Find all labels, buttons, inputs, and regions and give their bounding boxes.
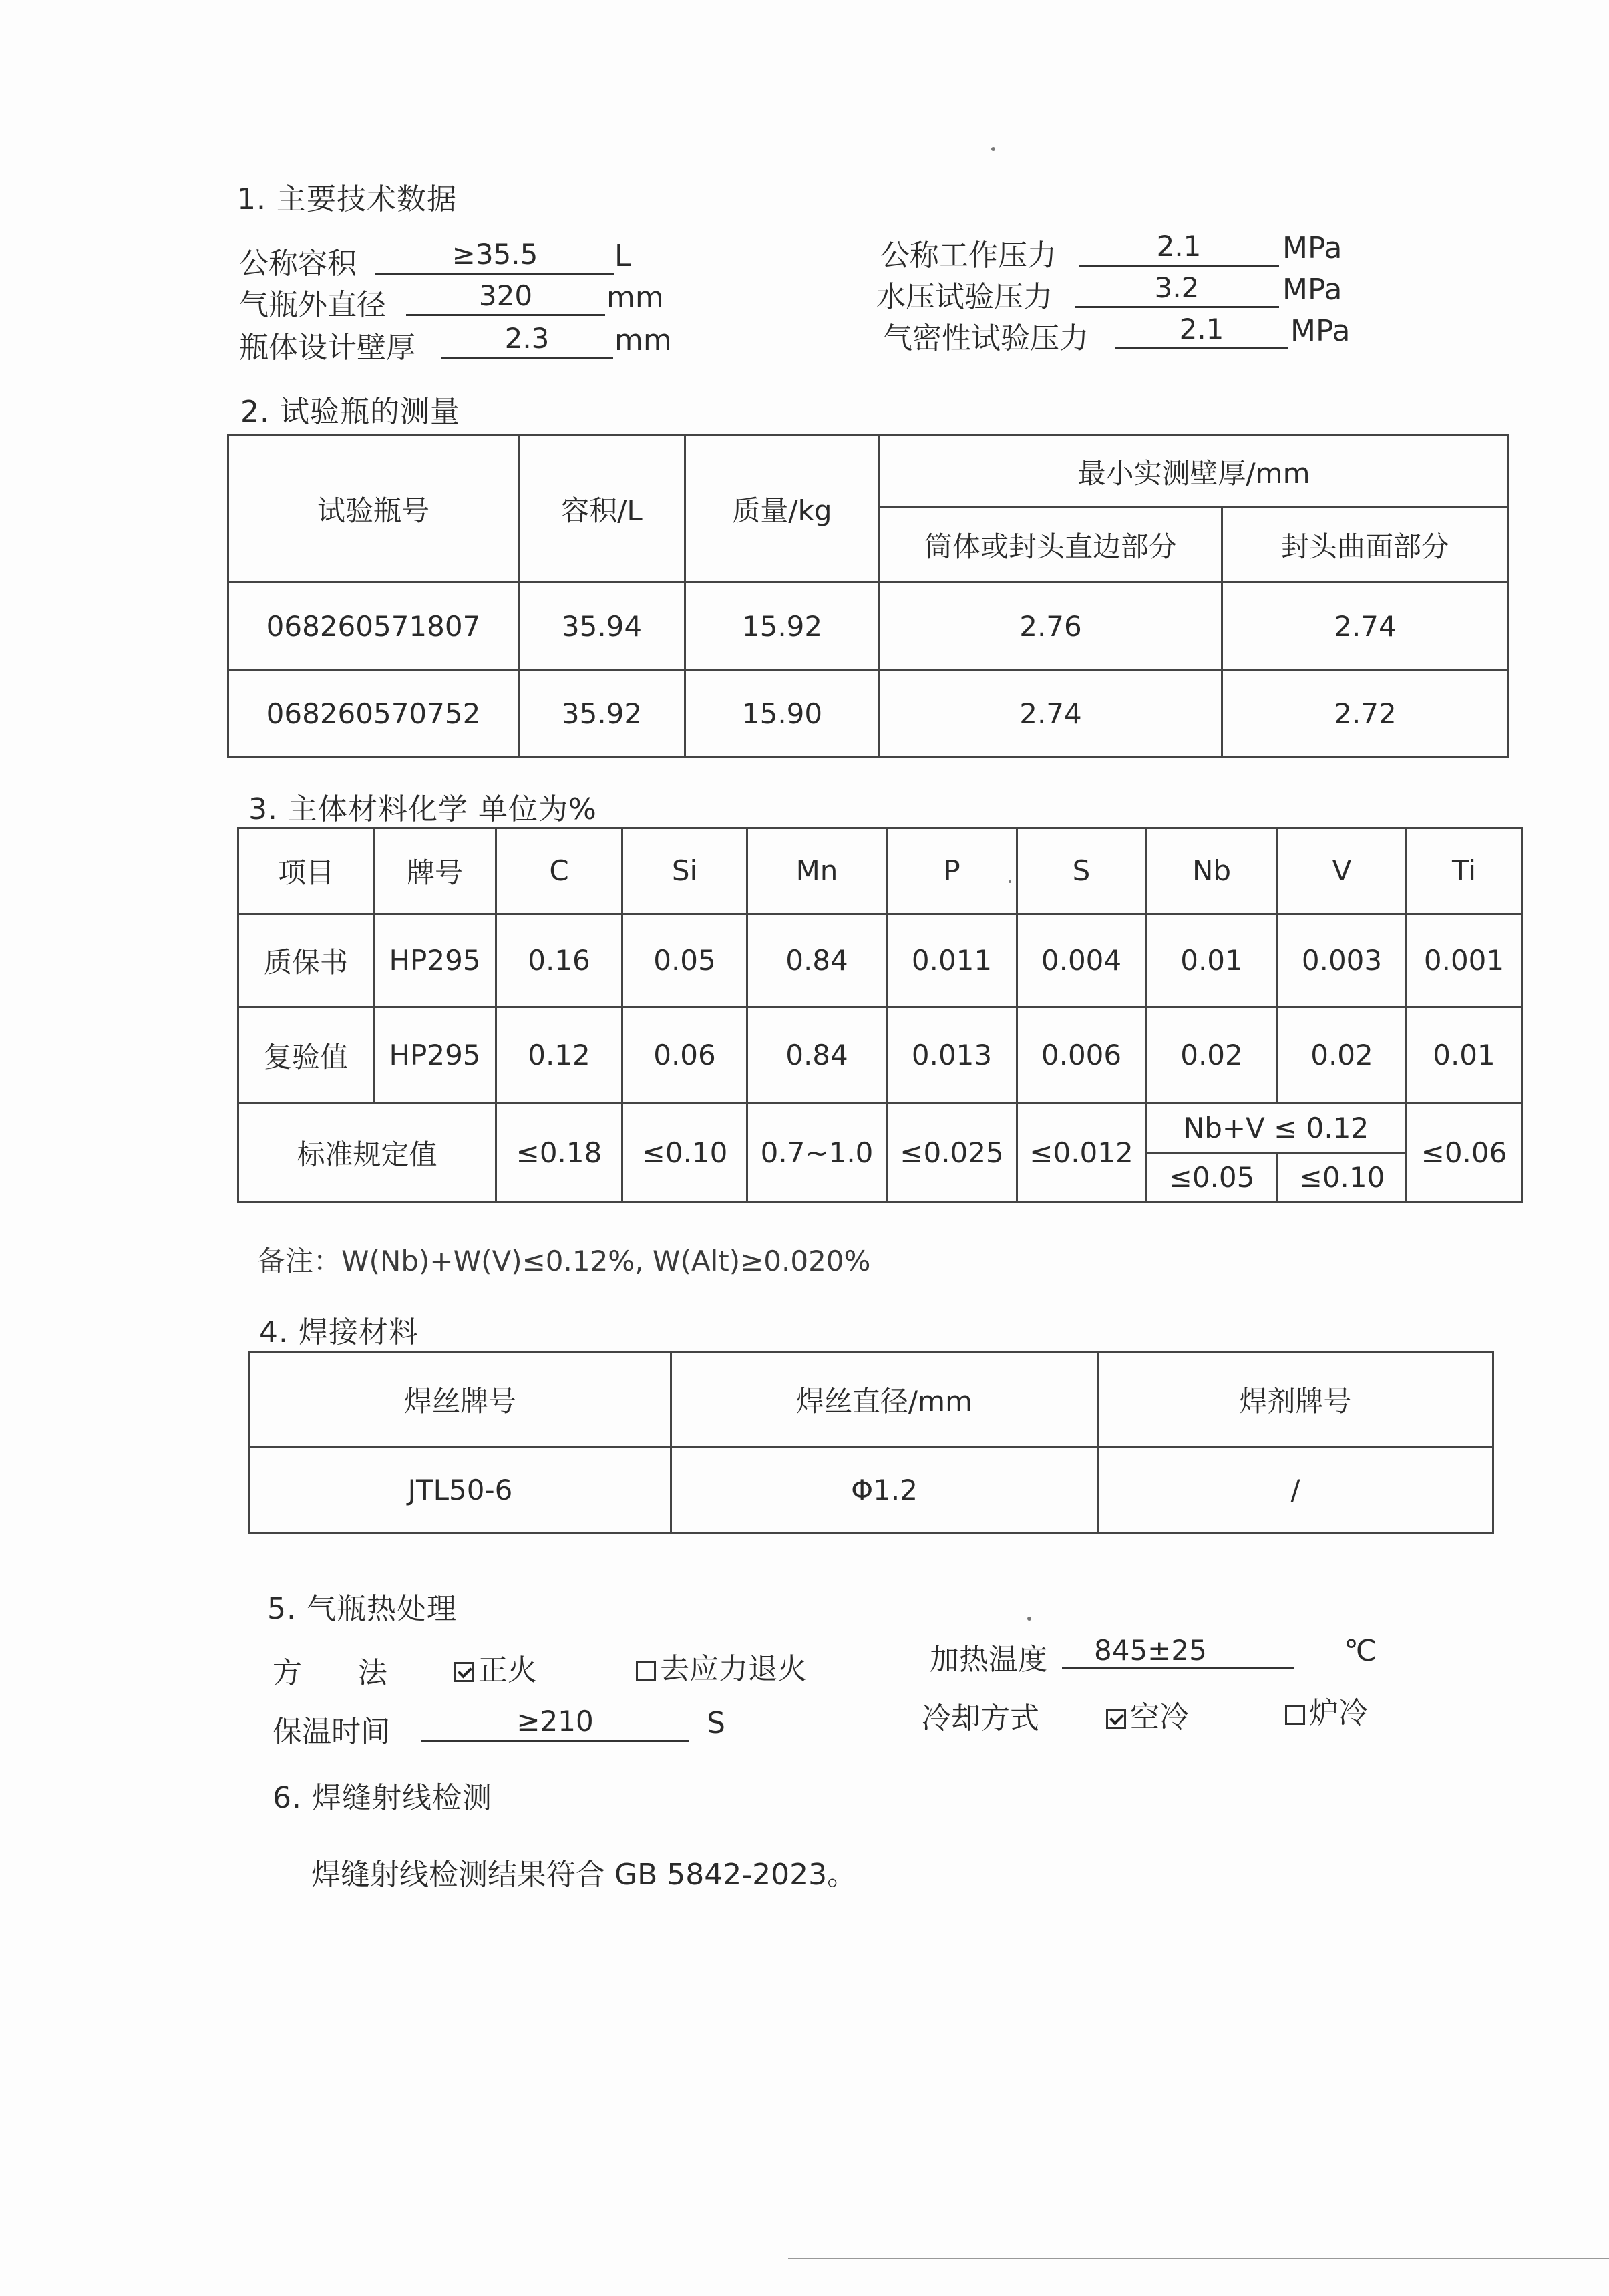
scan-edge-line bbox=[788, 2258, 1609, 2259]
option-stress-relief[interactable] bbox=[636, 1645, 807, 1687]
leak-pressure-unit: MPa bbox=[1290, 314, 1351, 348]
outer-diameter-label: 气瓶外直径 bbox=[239, 288, 386, 322]
cell: 0.011 bbox=[887, 914, 1017, 1007]
cell: 0.004 bbox=[1017, 914, 1146, 1007]
cell: 2.74 bbox=[880, 670, 1222, 758]
header-c: C bbox=[496, 828, 622, 914]
wall-thickness-unit: mm bbox=[614, 323, 672, 357]
cell: 15.92 bbox=[685, 583, 880, 670]
hold-time-value: ≥210 bbox=[421, 1705, 689, 1742]
table-row bbox=[238, 914, 1522, 1007]
section-5-title: 5. 气瓶热处理 bbox=[267, 1592, 457, 1626]
standard-v: ≤0.10 bbox=[1278, 1153, 1407, 1202]
chemistry-note: 备注：W(Nb)+W(V)≤0.12%, W(Alt)≥0.020% bbox=[257, 1245, 871, 1277]
standard-mn: 0.7~1.0 bbox=[747, 1104, 887, 1202]
option-normalize[interactable] bbox=[454, 1646, 537, 1689]
cell: 0.02 bbox=[1146, 1007, 1278, 1104]
heat-temp-value: 845±25 bbox=[1062, 1634, 1294, 1669]
header-cylinder-no: 试验瓶号 bbox=[228, 436, 519, 583]
cell: 0.05 bbox=[622, 914, 747, 1007]
cell: 质保书 bbox=[238, 914, 374, 1007]
table-row bbox=[228, 583, 1509, 670]
heat-temp-unit: ℃ bbox=[1344, 1634, 1377, 1668]
header-curved-part: 封头曲面部分 bbox=[1222, 508, 1509, 583]
cell: 068260571807 bbox=[228, 583, 519, 670]
cell: 0.84 bbox=[747, 914, 887, 1007]
section-1-title: 1. 主要技术数据 bbox=[237, 182, 457, 216]
cell: 0.006 bbox=[1017, 1007, 1146, 1104]
standard-s: ≤0.012 bbox=[1017, 1104, 1146, 1202]
header-nb: Nb bbox=[1146, 828, 1278, 914]
cell: 068260570752 bbox=[228, 670, 519, 758]
header-mass: 质量/kg bbox=[685, 436, 880, 583]
cell: Φ1.2 bbox=[671, 1447, 1098, 1534]
header-p: P bbox=[887, 828, 1017, 914]
section-3-title: 3. 主体材料化学 单位为% bbox=[248, 792, 597, 826]
cell: HP295 bbox=[374, 914, 496, 1007]
measurement-table bbox=[227, 434, 1509, 758]
cell: 2.76 bbox=[880, 583, 1222, 670]
section-2-title: 2. 试验瓶的测量 bbox=[240, 395, 460, 429]
header-volume: 容积/L bbox=[519, 436, 685, 583]
header-v: V bbox=[1278, 828, 1407, 914]
standard-ti: ≤0.06 bbox=[1407, 1104, 1522, 1202]
standard-row bbox=[238, 1104, 1522, 1153]
header-wire-diameter: 焊丝直径/mm bbox=[671, 1352, 1098, 1447]
header-min-wall: 最小实测壁厚/mm bbox=[880, 436, 1509, 508]
volume-unit: L bbox=[614, 239, 631, 273]
hydro-pressure-unit: MPa bbox=[1282, 273, 1343, 307]
option-air-cool-label: 空冷 bbox=[1130, 1700, 1189, 1734]
working-pressure-label: 公称工作压力 bbox=[880, 238, 1057, 273]
cell: 0.01 bbox=[1407, 1007, 1522, 1104]
table-row bbox=[228, 670, 1509, 758]
hydro-pressure-value: 3.2 bbox=[1075, 271, 1279, 308]
header-si: Si bbox=[622, 828, 747, 914]
cell: 0.01 bbox=[1146, 914, 1278, 1007]
standard-nb: ≤0.05 bbox=[1146, 1153, 1278, 1202]
leak-pressure-label: 气密性试验压力 bbox=[883, 321, 1089, 355]
table-row bbox=[238, 1007, 1522, 1104]
working-pressure-value: 2.1 bbox=[1079, 230, 1279, 267]
cell: 2.74 bbox=[1222, 583, 1509, 670]
section-4-title: 4. 焊接材料 bbox=[259, 1315, 419, 1349]
wall-thickness-value: 2.3 bbox=[441, 322, 613, 359]
wall-thickness-label: 瓶体设计壁厚 bbox=[239, 331, 415, 365]
welding-table bbox=[248, 1351, 1494, 1534]
chemistry-table bbox=[237, 827, 1523, 1203]
header-wire-grade: 焊丝牌号 bbox=[250, 1352, 671, 1447]
option-furnace-cool-label: 炉冷 bbox=[1309, 1696, 1368, 1730]
cell: / bbox=[1098, 1447, 1493, 1534]
cell: JTL50-6 bbox=[250, 1447, 671, 1534]
scan-speck bbox=[1027, 1617, 1031, 1621]
standard-si: ≤0.10 bbox=[622, 1104, 747, 1202]
cell: 0.003 bbox=[1278, 914, 1407, 1007]
hold-time-label: 保温时间 bbox=[273, 1715, 390, 1749]
checkbox-checked-icon[interactable] bbox=[1106, 1709, 1126, 1729]
method-label: 方 法 bbox=[273, 1656, 387, 1690]
header-item: 项目 bbox=[238, 828, 374, 914]
standard-nb-v: Nb+V ≤ 0.12 bbox=[1146, 1104, 1407, 1153]
option-furnace-cool[interactable] bbox=[1285, 1689, 1368, 1732]
scan-speck bbox=[991, 147, 995, 151]
option-stress-relief-label: 去应力退火 bbox=[660, 1652, 807, 1686]
option-normalize-label: 正火 bbox=[478, 1653, 537, 1687]
standard-c: ≤0.18 bbox=[496, 1104, 622, 1202]
outer-diameter-unit: mm bbox=[606, 281, 664, 315]
volume-value: ≥35.5 bbox=[375, 238, 614, 275]
volume-label: 公称容积 bbox=[239, 247, 357, 281]
cell: 2.72 bbox=[1222, 670, 1509, 758]
cell: 0.12 bbox=[496, 1007, 622, 1104]
cell: 复验值 bbox=[238, 1007, 374, 1104]
heat-temp-label: 加热温度 bbox=[930, 1643, 1047, 1677]
cell: 0.013 bbox=[887, 1007, 1017, 1104]
table-row bbox=[250, 1447, 1493, 1534]
section-6-title: 6. 焊缝射线检测 bbox=[273, 1781, 492, 1815]
cell: 0.001 bbox=[1407, 914, 1522, 1007]
working-pressure-unit: MPa bbox=[1282, 231, 1343, 265]
header-flux-grade: 焊剂牌号 bbox=[1098, 1352, 1493, 1447]
checkbox-empty-icon[interactable] bbox=[636, 1661, 656, 1681]
cell: 0.16 bbox=[496, 914, 622, 1007]
header-grade: 牌号 bbox=[374, 828, 496, 914]
standard-label: 标准规定值 bbox=[238, 1104, 496, 1202]
checkbox-empty-icon[interactable] bbox=[1285, 1705, 1305, 1725]
cell: 35.94 bbox=[519, 583, 685, 670]
hold-time-unit: S bbox=[707, 1706, 725, 1740]
checkbox-checked-icon[interactable] bbox=[454, 1662, 474, 1682]
cell: 0.02 bbox=[1278, 1007, 1407, 1104]
cooling-label: 冷却方式 bbox=[922, 1701, 1039, 1736]
cell: 15.90 bbox=[685, 670, 880, 758]
radiography-result: 焊缝射线检测结果符合 GB 5842-2023。 bbox=[311, 1858, 857, 1892]
header-ti: Ti bbox=[1407, 828, 1522, 914]
cell: 0.84 bbox=[747, 1007, 887, 1104]
cell: HP295 bbox=[374, 1007, 496, 1104]
hydro-pressure-label: 水压试验压力 bbox=[876, 280, 1053, 314]
option-air-cool[interactable] bbox=[1106, 1693, 1189, 1736]
cell: 35.92 bbox=[519, 670, 685, 758]
leak-pressure-value: 2.1 bbox=[1115, 313, 1288, 349]
outer-diameter-value: 320 bbox=[406, 279, 605, 316]
scan-speck bbox=[1009, 880, 1011, 883]
header-straight-part: 筒体或封头直边部分 bbox=[880, 508, 1222, 583]
standard-p: ≤0.025 bbox=[887, 1104, 1017, 1202]
cell: 0.06 bbox=[622, 1007, 747, 1104]
header-mn: Mn bbox=[747, 828, 887, 914]
header-s: S bbox=[1017, 828, 1146, 914]
